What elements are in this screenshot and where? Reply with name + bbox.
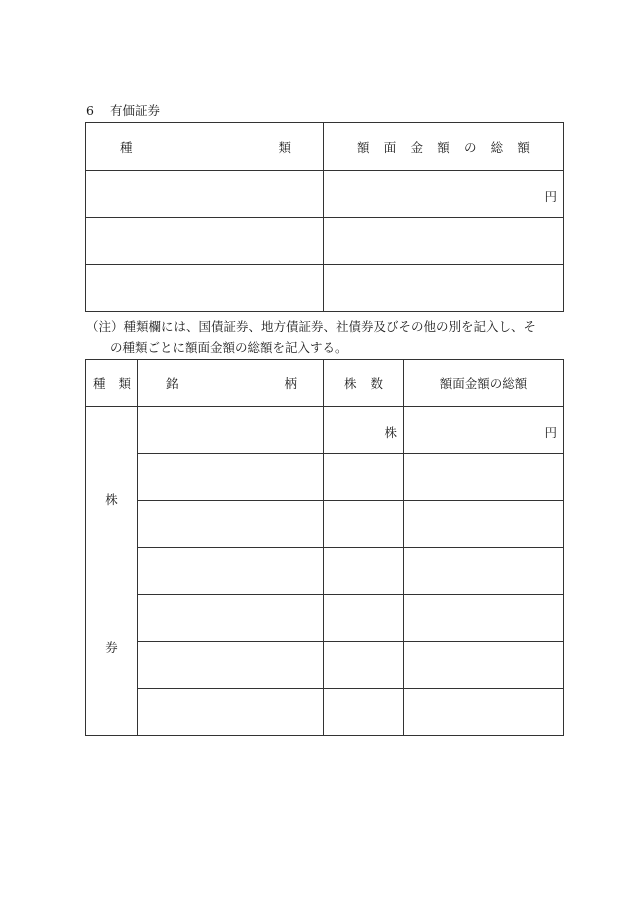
footnote-line-2: の種類ごとに額面金額の総額を記入する。	[110, 340, 348, 355]
shares-cell[interactable]	[324, 501, 404, 548]
header-type: 種 類	[86, 123, 324, 171]
table-row	[86, 642, 564, 689]
stock-category-cell	[86, 407, 138, 736]
amount-cell[interactable]	[324, 218, 564, 265]
amount-cell[interactable]	[404, 407, 564, 454]
amount-cell[interactable]	[404, 642, 564, 689]
section-title: 有価証券	[110, 103, 161, 118]
shares-unit: 株	[384, 425, 397, 440]
type-cell[interactable]	[86, 171, 324, 218]
section-number: 6	[86, 103, 94, 118]
stock-details-table	[85, 359, 564, 736]
table-row	[86, 548, 564, 595]
type-cell[interactable]	[86, 265, 324, 312]
table-row	[86, 454, 564, 501]
header-type: 種 類	[86, 360, 138, 407]
table-header-row	[86, 123, 564, 171]
shares-cell[interactable]	[324, 689, 404, 736]
table-row	[86, 407, 564, 454]
category-char-2: 券	[105, 640, 118, 655]
shares-cell[interactable]	[324, 595, 404, 642]
header-brand: 銘 柄	[138, 360, 324, 407]
securities-summary-table	[85, 122, 564, 312]
brand-cell[interactable]	[138, 548, 324, 595]
amount-cell[interactable]	[324, 265, 564, 312]
shares-cell[interactable]	[324, 548, 404, 595]
table-row	[86, 595, 564, 642]
type-cell[interactable]	[86, 218, 324, 265]
footnote-line-1: （注）種類欄には、国債証券、地方債証券、社債券及びその他の別を記入し、そ	[86, 319, 537, 334]
footnote	[86, 316, 566, 358]
brand-cell[interactable]	[138, 689, 324, 736]
brand-cell[interactable]	[138, 642, 324, 689]
amount-cell[interactable]	[404, 548, 564, 595]
table-header-row	[86, 360, 564, 407]
header-total-face-amount: 額 面 金 額 の 総 額	[324, 123, 564, 171]
category-char-1: 株	[105, 492, 118, 507]
table-row	[86, 171, 564, 218]
amount-cell[interactable]	[404, 595, 564, 642]
yen-unit: 円	[544, 425, 557, 440]
yen-unit: 円	[544, 189, 557, 204]
shares-cell[interactable]	[324, 407, 404, 454]
section-heading	[86, 101, 160, 119]
amount-cell[interactable]	[404, 689, 564, 736]
shares-cell[interactable]	[324, 454, 404, 501]
brand-cell[interactable]	[138, 454, 324, 501]
header-total-face-amount: 額面金額の総額	[404, 360, 564, 407]
header-shares: 株 数	[324, 360, 404, 407]
table-row	[86, 501, 564, 548]
brand-cell[interactable]	[138, 407, 324, 454]
shares-cell[interactable]	[324, 642, 404, 689]
brand-cell[interactable]	[138, 595, 324, 642]
amount-cell[interactable]	[404, 501, 564, 548]
table-row	[86, 689, 564, 736]
table-row	[86, 265, 564, 312]
amount-cell[interactable]	[324, 171, 564, 218]
amount-cell[interactable]	[404, 454, 564, 501]
table-row	[86, 218, 564, 265]
brand-cell[interactable]	[138, 501, 324, 548]
